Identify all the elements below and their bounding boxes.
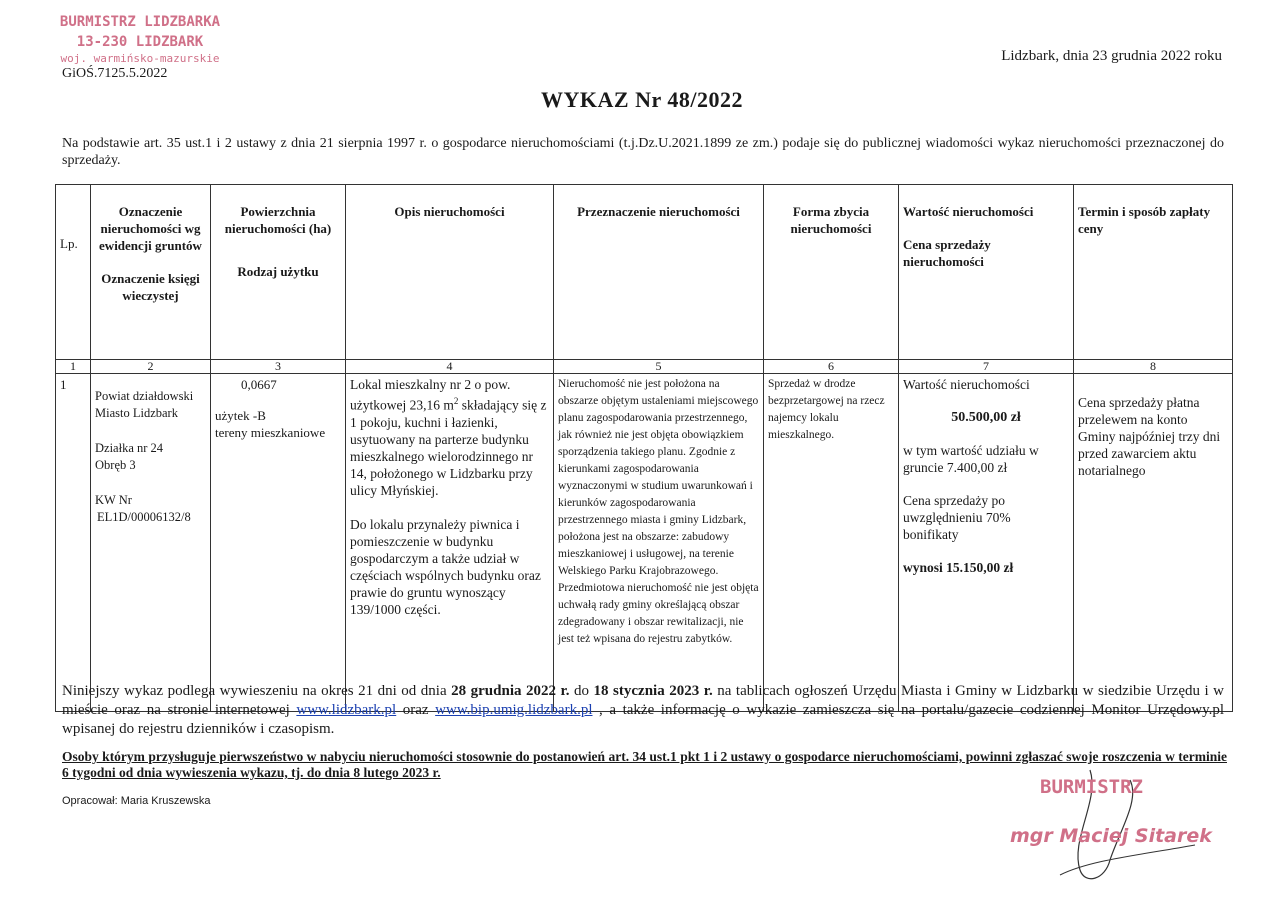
stamp-line-3: woj. warmińsko-mazurskie	[60, 52, 220, 65]
date-from: 28 grudnia 2022 r.	[451, 683, 570, 699]
col-number: 8	[1074, 360, 1233, 374]
row-value: Wartość nieruchomości 50.500,00 zł w tym wartość udziału w gruncie 7.400,00 zł Cena sprzedaży po uwzględnieniu 70% bonifikaty wynosi 15.150,00 zł	[899, 374, 1074, 712]
header-description: Opis nieruchomości	[346, 185, 554, 360]
price-amount: wynosi 15.150,00 zł	[903, 560, 1014, 575]
date-to: 18 stycznia 2023 r.	[593, 683, 713, 699]
row-description: Lokal mieszkalny nr 2 o pow. użytkowej 23,16 $m^2$ składający się z 1 pokoju, kuchni i łazienki, usytuowany na parterze budynku mieszkalnego wielorodzinnego nr 14, położonego w Lidzbarku przy ulicy Młyńskiej. Do lokalu przynależy piwnica i pomieszczenie w budynku gospodarczym a także udział w częściach wspólnych budynku oraz prawie do gruntu wynoszący 139/1000 części.	[346, 374, 554, 712]
value-amount: 50.500,00 zł	[951, 410, 1021, 425]
signature-title: BURMISTRZ	[1040, 776, 1143, 798]
col-number: 5	[554, 360, 764, 374]
stamp-line-2: 13-230 LIDZBARK	[76, 34, 204, 50]
header-sale-price: Cena sprzedaży nieruchomości	[903, 237, 991, 269]
claims-notice: Osoby którym przysługuje pierwszeństwo w nabyciu nieruchomości stosownie do postanowień art. 34 ust.1 pkt 1 i 2 ustawy o gospodarce nieruchomościami, powinni zgłaszać swoje roszczenia w terminie 6 tygodni od dnia wywieszenia wykazu, tj. do dnia 8 lutego 2023 r.	[62, 749, 1227, 780]
table-header-row	[56, 185, 1233, 360]
header-value: Wartość nieruchomości Cena sprzedaży nieruchomości	[899, 185, 1074, 360]
row-purpose: Nieruchomość nie jest położona na obszarze objętym ustaleniami miejscowego planu zagospodarowania przestrzennego, jak również nie jest objęta obowiązkiem sporządzenia takiego planu. Zgodnie z kierunkami zagospodarowania wyznaczonymi w studium uwarunkowań i kierunków zagospodarowania przestrzennego miasta i gminy Lidzbark, położona jest na obszarze: zabudowy mieszkaniowej i usługowej, na terenie Welskiego Parku Krajobrazowego. Przedmiotowa nieruchomość nie jest objęta uchwałą rady gminy określającą obszar zdegradowany i obszar rewitalizacji, nie jest też wpisana do rejestru zabytków.	[554, 374, 764, 712]
header-land-register: Oznaczenie księgi wieczystej	[101, 271, 200, 303]
header-land-use: Rodzaj użytku	[237, 264, 319, 279]
col-number: 6	[764, 360, 899, 374]
area-value: 0,0667	[241, 377, 277, 392]
place-date: Lidzbark, dnia 23 grudnia 2022 roku	[1001, 48, 1222, 64]
table-row	[56, 374, 1233, 712]
row-payment: Cena sprzedaży płatna przelewem na konto Gminy najpóźniej trzy dni przed zawarciem aktu notarialnego	[1074, 374, 1233, 712]
header-designation: Oznaczenie nieruchomości wg ewidencji gruntów Oznaczenie księgi wieczystej	[91, 185, 211, 360]
col-number: 3	[211, 360, 346, 374]
col-number: 7	[899, 360, 1074, 374]
header-payment: Termin i sposób zapłaty ceny	[1074, 185, 1233, 360]
row-area: 0,0667 użytek -B tereny mieszkaniowe	[211, 374, 346, 712]
document-title: WYKAZ Nr 48/2022	[541, 87, 743, 112]
stamp-line-1: BURMISTRZ LIDZBARKA	[59, 14, 221, 30]
link-bip[interactable]: www.bip.umig.lidzbark.pl	[435, 702, 593, 718]
header-purpose: Przeznaczenie nieruchomości	[554, 185, 764, 360]
col-number: 4	[346, 360, 554, 374]
intro-paragraph: Na podstawie art. 35 ust.1 i 2 ustawy z dnia 21 sierpnia 1997 r. o gospodarce nieruchomościami (t.j.Dz.U.2021.1899 ze zm.) podaje się do publicznej wiadomości wykaz nieruchomości przeznaczonej do sprzedaży.	[62, 136, 1224, 168]
prepared-by: Opracował: Maria Kruszewska	[62, 795, 211, 807]
col-number: 1	[56, 360, 91, 374]
row-designation: Powiat działdowski Miasto Lidzbark Działka nr 24 Obręb 3 KW Nr EL1D/00006132/8	[91, 374, 211, 712]
header-area: Powierzchnia nieruchomości (ha) Rodzaj użytku	[211, 185, 346, 360]
property-table	[55, 184, 1233, 712]
notice-paragraph: Niniejszy wykaz podlega wywieszeniu na okres 21 dni od dnia 28 grudnia 2022 r. do 18 stycznia 2023 r. na tablicach ogłoszeń Urzędu Miasta i Gminy w Lidzbarku w siedzibie Urzędu i w mieście oraz na stronie internetowej www.lidzbark.pl oraz www.bip.umig.lidzbark.pl , a także informację o wykazie zamieszcza się na portalu/gazecie codziennej Monitor Urzędowy.pl wpisanej do rejestru dzienników i czasopism.	[62, 683, 1225, 737]
signature-name: mgr Maciej Sitarek	[1010, 825, 1212, 847]
reference-number: GiOŚ.7125.5.2022	[62, 66, 168, 81]
column-number-row	[56, 360, 1233, 374]
row-lp: 1	[56, 374, 91, 712]
header-lp: Lp.	[56, 185, 91, 360]
link-lidzbark[interactable]: www.lidzbark.pl	[296, 702, 397, 718]
header-disposal-form: Forma zbycia nieruchomości	[764, 185, 899, 360]
row-disposal: Sprzedaż w drodze bezprzetargowej na rzecz najemcy lokalu mieszkalnego.	[764, 374, 899, 712]
official-stamp	[40, 12, 240, 66]
col-number: 2	[91, 360, 211, 374]
